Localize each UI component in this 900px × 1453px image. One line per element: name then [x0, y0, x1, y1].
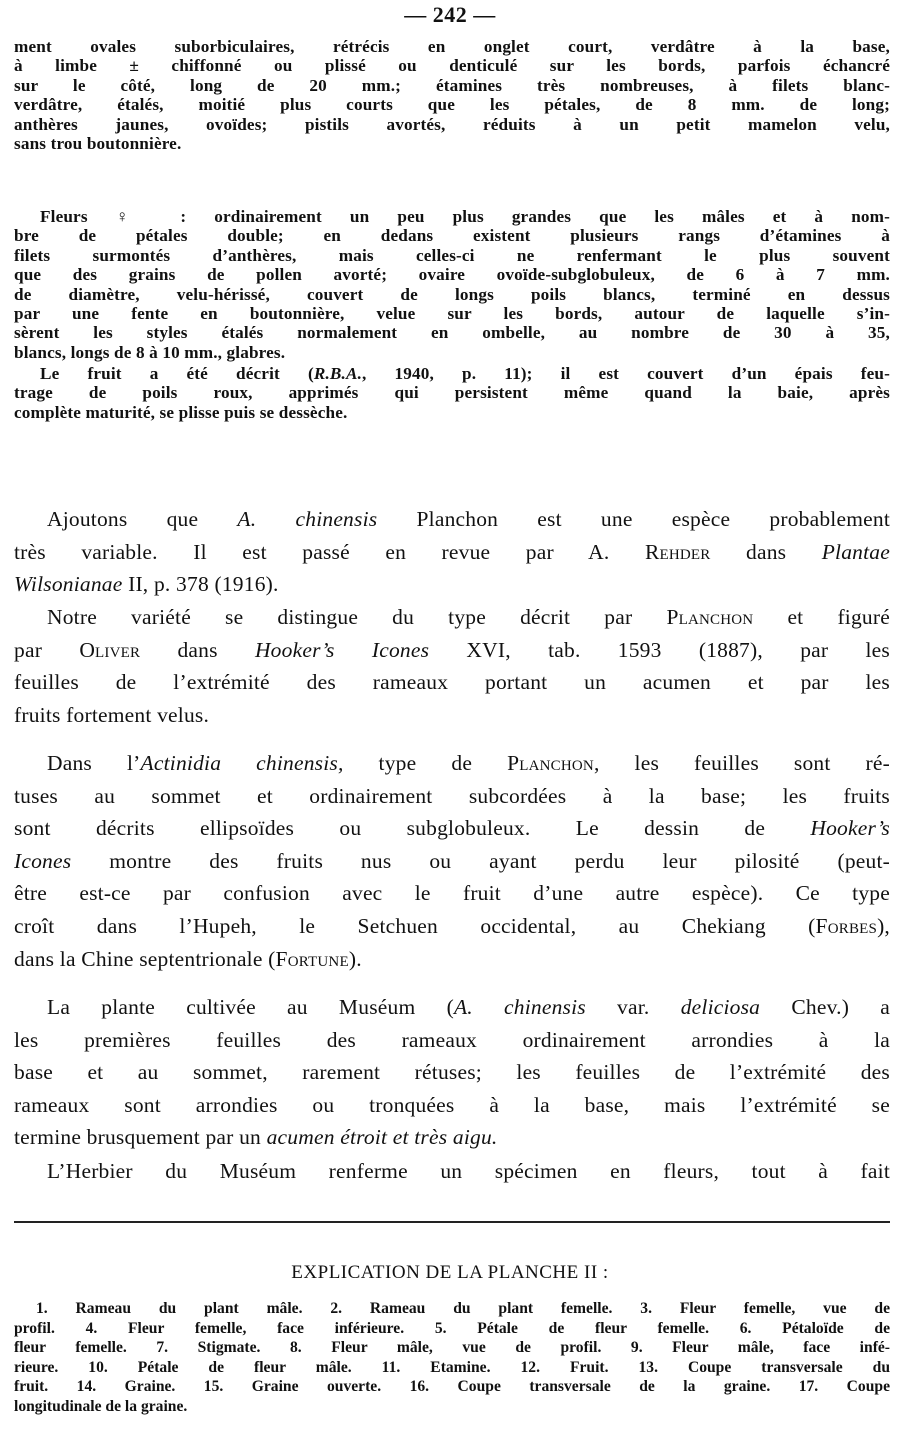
text-line: de diamètre, velu-hérissé, couvert de longs poils blancs, terminé en dessus [14, 284, 890, 304]
text-run: termine brusquement par un [14, 1125, 267, 1150]
body-paragraph-1 [14, 503, 890, 601]
text-line: ment ovales suborbiculaires, rétrécis en onglet court, verdâtre à la base, [14, 37, 890, 56]
text-run: Le fruit a été décrit ( [40, 364, 314, 383]
text-line [14, 634, 890, 667]
text-line: fruits fortement velus. [14, 702, 210, 727]
page-number: — 242 — [404, 2, 496, 27]
section-divider [14, 1221, 890, 1223]
text-run: croît dans l’Hupeh, le Setchuen occidental, au Chekiang ( [14, 913, 816, 938]
author-name: Fortune [275, 946, 349, 971]
text-run: dans [710, 539, 822, 564]
text-line: base et au sommet, rarement rétuses; les feuilles de l’extrémité des [14, 1060, 890, 1085]
author-name: Rehder [644, 539, 711, 564]
body-paragraph-5 [14, 1155, 890, 1188]
male-flower-description [14, 37, 890, 153]
citation: R.B.A. [313, 364, 363, 383]
work-title: Wilsonianae [14, 572, 123, 597]
author-name: Oliver [79, 637, 141, 662]
text-run: Ajoutons que [47, 507, 238, 531]
text-run: dans la Chine septentrionale ( [14, 946, 276, 971]
text-line: sèrent les styles étalés normalement en ombelle, au nombre de 30 à 35, [14, 323, 890, 343]
text-line: anthères jaunes, ovoïdes; pistils avortés, réduits à un petit mamelon velu, [14, 114, 890, 134]
text-run: ). [348, 946, 362, 971]
text-line: feuilles de l’extrémité des rameaux portant un acumen et par les [14, 670, 890, 695]
body-paragraph-3 [14, 747, 890, 975]
work-title: Icones [14, 848, 72, 873]
text-line [14, 991, 890, 1024]
text-line: sans trou boutonnière. [14, 134, 182, 154]
female-flower-description [14, 207, 890, 362]
text-line: par une fente en boutonnière, velue sur les bords, autour de laquelle s’in- [14, 304, 890, 324]
text-line: sur le côté, long de 20 mm.; étamines très nombreuses, à filets blanc- [14, 75, 890, 95]
text-line [14, 601, 890, 634]
text-line: verdâtre, étalés, moitié plus courts que les pétales, de 8 mm. de long; [14, 95, 890, 115]
body-paragraph-4 [14, 991, 890, 1154]
text-run: type de [343, 751, 508, 775]
text-run: ), [877, 913, 890, 938]
text-run: et figuré [753, 605, 890, 629]
text-line: rieure. 10. Pétale de fleur mâle. 11. Etamine. 12. Fruit. 13. Coupe transversale du [14, 1358, 890, 1376]
text-line: 1. Rameau du plant mâle. 2. Rameau du plant femelle. 3. Fleur femelle, vue de [36, 1300, 890, 1317]
text-run: , les feuilles sont ré- [593, 751, 890, 775]
text-line: bre de pétales double; en dedans existent plusieurs rangs d’étamines à [14, 226, 890, 246]
text-line: rameaux sont arrondies ou tronquées à la base, mais l’extrémité se [14, 1092, 890, 1117]
text-run: par [14, 637, 80, 662]
text-line: longitudinale de la graine. [14, 1397, 188, 1415]
author-name: Planchon [666, 605, 754, 629]
text-line [14, 1121, 890, 1154]
text-run: La plante cultivée au Muséum ( [47, 995, 454, 1019]
text-run: , 1940, p. 11); il est couvert d’un épais feu- [362, 364, 890, 383]
fruit-description [14, 364, 890, 422]
text-line: les premières feuilles des rameaux ordinairement arrondies à la [14, 1027, 890, 1052]
text-line [14, 503, 890, 536]
text-line: filets surmontés d’anthères, mais celles-ci ne renfermant le plus souvent [14, 245, 890, 265]
text-line [14, 845, 890, 878]
body-paragraph-2 [14, 601, 890, 731]
text-line: tuses au sommet et ordinairement subcordées à la base; les fruits [14, 783, 890, 808]
work-title: Hooker’s Icones [254, 637, 430, 662]
text-line: fleur femelle. 7. Stigmate. 8. Fleur mâle, vue de profil. 9. Fleur mâle, face infé- [14, 1339, 890, 1357]
text-run: XVI, tab. 1593 (1887), par les [429, 637, 890, 662]
text-line: Fleurs ♀ : ordinairement un peu plus grandes que les mâles et à nom- [40, 207, 890, 226]
taxon-name: A. chinensis [237, 507, 378, 531]
plate-explanation [14, 1299, 890, 1417]
text-run: sont décrits ellipsoïdes ou subglobuleux. Le dessin de [14, 816, 811, 841]
text-line: fruit. 14. Graine. 15. Graine ouverte. 16. Coupe transversale de la graine. 17. Coupe [14, 1378, 890, 1396]
text-run: Chev.) a [760, 995, 890, 1019]
taxon-name: deliciosa [680, 995, 761, 1019]
text-line [14, 910, 890, 943]
text-line: que des grains de pollen avorté; ovaire ovoïde-subglobuleux, de 6 à 7 mm. [14, 265, 890, 285]
text-line: à limbe ± chiffonné ou plissé ou denticulé sur les bords, parfois échancré [14, 56, 890, 76]
text-run: Planchon est une espèce probablement [377, 507, 890, 531]
text-line: complète maturité, se plisse puis se dessèche. [14, 402, 348, 422]
text-line [14, 812, 890, 845]
work-title: Plantae [821, 539, 890, 564]
text-line: L’Herbier du Muséum renferme un spécimen en fleurs, tout à fait [47, 1159, 890, 1183]
text-run: Notre variété se distingue du type décrit par [47, 605, 667, 629]
text-run: très variable. Il est passé en revue par A. [14, 539, 645, 564]
text-line: être est-ce par confusion avec le fruit d’une autre espèce). Ce type [14, 881, 890, 906]
text-run: Dans l’ [47, 751, 141, 775]
taxon-name: A. chinensis [453, 995, 586, 1019]
text-line: profil. 4. Fleur femelle, face inférieure. 5. Pétale de fleur femelle. 6. Pétaloïde de [14, 1319, 890, 1337]
text-line [14, 747, 890, 780]
plate-heading: EXPLICATION DE LA PLANCHE II : [291, 1262, 609, 1283]
text-run: var. [585, 995, 681, 1019]
author-name: Planchon [507, 751, 594, 775]
text-line [14, 568, 890, 601]
text-run: montre des fruits nus ou ayant perdu leur pilosité (peut- [71, 848, 890, 873]
author-name: Forbes [815, 913, 878, 938]
text-line: trage de poils roux, apprimés qui persistent même quand la baie, après [14, 383, 890, 403]
text-run: dans [140, 637, 255, 662]
work-title: Hooker’s [810, 816, 890, 841]
emphasis: acumen étroit et très aigu. [266, 1125, 498, 1150]
text-run: II, p. 378 (1916). [122, 572, 279, 597]
text-line [14, 536, 890, 569]
text-line [14, 364, 890, 383]
text-line: blancs, longs de 8 à 10 mm., glabres. [14, 342, 286, 362]
taxon-name: Actinidia chinensis, [140, 751, 344, 775]
text-line [14, 943, 890, 976]
